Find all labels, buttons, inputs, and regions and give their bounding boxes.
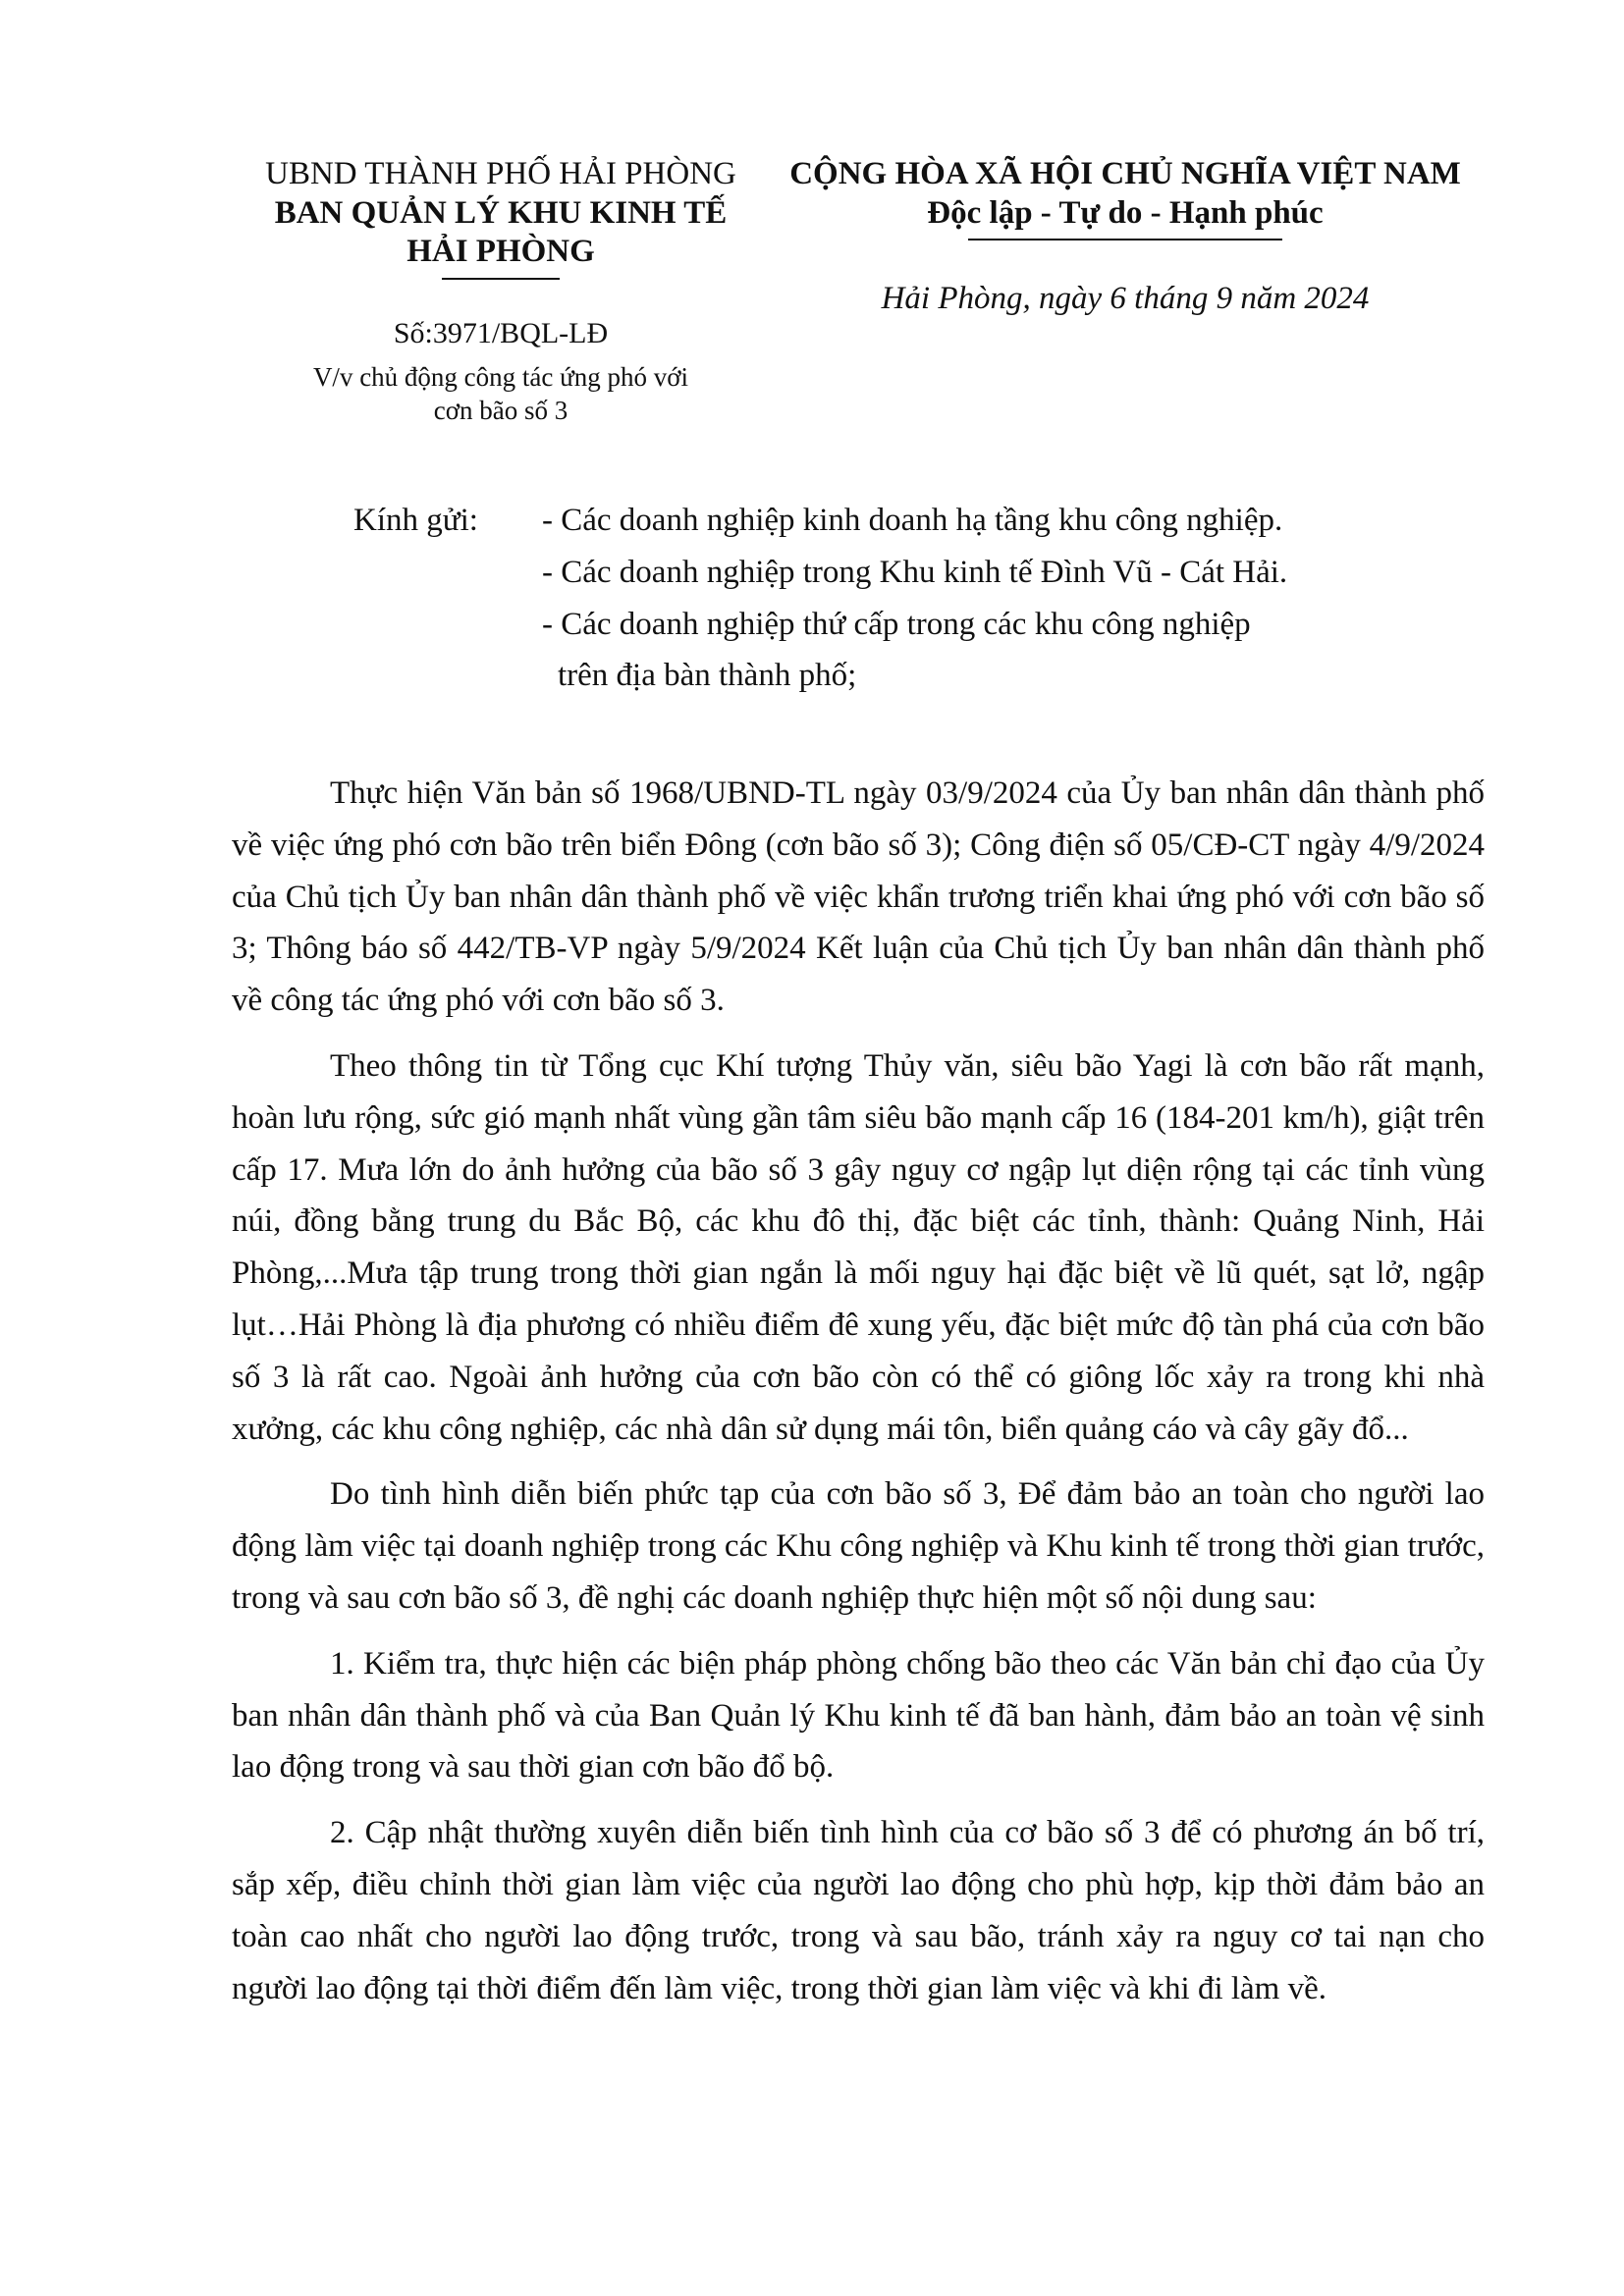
recipient-item: - Các doanh nghiệp kinh doanh hạ tầng khu công nghiệp. xyxy=(542,503,1283,538)
subject-line2: cơn bão số 3 xyxy=(433,395,568,425)
recipient-item: - Các doanh nghiệp thứ cấp trong các khu công nghiệp xyxy=(542,606,1251,642)
national-title: CỘNG HÒA XÃ HỘI CHỦ NGHĨA VIỆT NAM xyxy=(789,156,1461,191)
agency-parent: UBND THÀNH PHỐ HẢI PHÒNG xyxy=(265,156,736,191)
body-paragraph: Theo thông tin từ Tổng cục Khí tượng Thủy văn, siêu bão Yagi là cơn bão rất mạnh, hoàn lưu rộng, sức gió mạnh nhất vùng gần tâm siêu bão mạnh cấp 16 (184-201 km/h), giật trên cấp 17. Mưa lớn do ảnh hưởng của bão số 3 gây nguy cơ ngập lụt diện rộng tại các tỉnh vùng núi, đồng bằng trung du Bắc Bộ, các khu đô thị, đặc biệt các tỉnh, thành: Quảng Ninh, Hải Phòng,...Mưa tập trung trong thời gian ngắn là mối nguy hại đặc biệt về lũ quét, sạt lở, ngập lụt…Hải Phòng là địa phương có nhiều điểm đê xung yếu, đặc biệt mức độ tàn phá của cơn bão số 3 là rất cao. Ngoài ảnh hưởng của cơn bão còn có thể có giông lốc xảy ra trong khi nhà xưởng, các khu công nghiệp, các nhà dân sử dụng mái tôn, biển quảng cáo và cây gãy đổ... xyxy=(232,1047,1485,1447)
national-slogan: Độc lập - Tự do - Hạnh phúc xyxy=(927,194,1324,231)
recipient-item: trên địa bàn thành phố; xyxy=(558,658,857,694)
document-number: Số:3971/BQL-LĐ xyxy=(393,317,609,349)
document-subject xyxy=(236,361,766,428)
slogan-underline xyxy=(968,239,1282,240)
recipients-label: Kính gửi: xyxy=(353,503,478,538)
body-paragraph: 1. Kiểm tra, thực hiện các biện pháp phòng chống bão theo các Văn bản chỉ đạo của Ủy ban nhân dân thành phố và của Ban Quản lý Khu kinh tế đã ban hành, đảm bảo an toàn vệ sinh lao động trong và sau thời gian cơn bão đổ bộ. xyxy=(232,1645,1485,1786)
national-motto-block xyxy=(772,155,1479,240)
recipient-item: - Các doanh nghiệp trong Khu kinh tế Đình Vũ - Cát Hải. xyxy=(542,554,1288,590)
issuing-agency-block xyxy=(236,155,766,280)
document-body xyxy=(232,768,1485,2028)
agency-name-line1: BAN QUẢN LÝ KHU KINH TẾ xyxy=(274,194,728,231)
body-paragraph: Thực hiện Văn bản số 1968/UBND-TL ngày 03/9/2024 của Ủy ban nhân dân thành phố về việc ứng phó cơn bão trên biển Đông (cơn bão số 3); Công điện số 05/CĐ-CT ngày 4/9/2024 của Chủ tịch Ủy ban nhân dân thành phố về việc khẩn trương triển khai ứng phó với cơn bão số 3; Thông báo số 442/TB-VP ngày 5/9/2024 Kết luận của Chủ tịch Ủy ban nhân dân thành phố về công tác ứng phó với cơn bão số 3. xyxy=(232,775,1485,1019)
body-paragraph: 2. Cập nhật thường xuyên diễn biến tình hình của cơ bão số 3 để có phương án bố trí, sắp xếp, điều chỉnh thời gian làm việc của người lao động cho phù hợp, kịp thời đảm bảo an toàn cao nhất cho người lao động trước, trong và sau bão, tránh xảy ra nguy cơ tai nạn cho người lao động tại thời điểm đến làm việc, trong thời gian làm việc và khi đi làm về. xyxy=(232,1815,1485,2006)
agency-underline xyxy=(442,278,560,280)
body-paragraph: Do tình hình diễn biến phức tạp của cơn bão số 3, Để đảm bảo an toàn cho người lao động làm việc tại doanh nghiệp trong các Khu công nghiệp và Khu kinh tế trong thời gian trước, trong và sau cơn bão số 3, đề nghị các doanh nghiệp thực hiện một số nội dung sau: xyxy=(232,1476,1485,1616)
dateline: Hải Phòng, ngày 6 tháng 9 năm 2024 xyxy=(881,281,1370,316)
recipients-list xyxy=(353,495,1483,702)
subject-line1: V/v chủ động công tác ứng phó với xyxy=(312,362,689,392)
recipients-block xyxy=(353,495,1483,702)
agency-name-line2: HẢI PHÒNG xyxy=(406,234,595,270)
